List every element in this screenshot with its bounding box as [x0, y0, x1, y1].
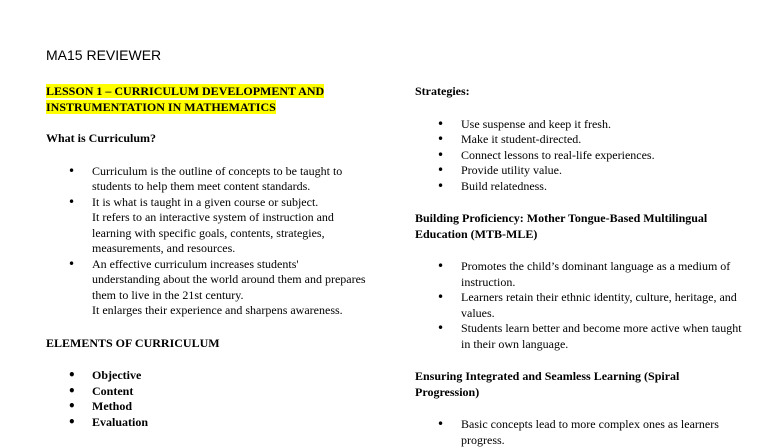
elements-heading: ELEMENTS OF CURRICULUM: [46, 335, 220, 350]
lesson-heading-line2: INSTRUMENTATION IN MATHEMATICS: [46, 99, 276, 114]
mtb-mle-heading: Building Proficiency: Mother Tongue-Based Multilingual Education (MTB-MLE): [415, 211, 708, 241]
list-item: • Use suspense and keep it fresh.: [415, 117, 745, 133]
list-item: • Build relatedness.: [415, 179, 745, 195]
curriculum-definition-list: [46, 164, 366, 319]
lesson-heading-line1: LESSON 1 – CURRICULUM DEVELOPMENT AND: [46, 84, 325, 98]
strategies-heading: Strategies:: [415, 84, 470, 98]
spiral-progression-list: [415, 417, 745, 448]
list-item: • Connect lessons to real-life experiences.: [415, 148, 745, 164]
list-item: • Provide utility value.: [415, 163, 745, 179]
spiral-progression-heading: Ensuring Integrated and Seamless Learning (Spiral Progression): [415, 369, 680, 399]
element-method: • Method: [46, 399, 366, 415]
strategies-list: [415, 117, 745, 195]
element-evaluation: • Evaluation: [46, 415, 366, 431]
element-objective: • Objective: [46, 368, 366, 384]
list-item: • It is what is taught in a given course or subject. It refers to an interactive system of instruction and learning with specific goals, contents, strategies, measurements, and resources.: [46, 195, 366, 257]
left-column: [46, 84, 366, 430]
list-item: • Promotes the child’s dominant language as a medium of instruction.: [415, 259, 745, 290]
what-is-curriculum-heading: What is Curriculum?: [46, 131, 157, 145]
right-column: [415, 84, 745, 448]
list-item: • Basic concepts lead to more complex ones as learners progress.: [415, 417, 745, 448]
list-item: • Make it student-directed.: [415, 132, 745, 148]
list-item: • Curriculum is the outline of concepts to be taught to students to help them meet content standards.: [46, 164, 366, 195]
mtb-mle-list: [415, 259, 745, 352]
list-item: • An effective curriculum increases students' understanding about the world around them and prepares them to live in the 21st century. It enlarges their experience and sharpens awareness.: [46, 257, 366, 319]
element-content: • Content: [46, 384, 366, 400]
list-item: • Learners retain their ethnic identity, culture, heritage, and values.: [415, 290, 745, 321]
document-title: MA15 REVIEWER: [46, 47, 162, 63]
elements-list: [46, 368, 366, 430]
list-item: • Students learn better and become more active when taught in their own language.: [415, 321, 745, 352]
lesson-heading: [46, 84, 366, 115]
